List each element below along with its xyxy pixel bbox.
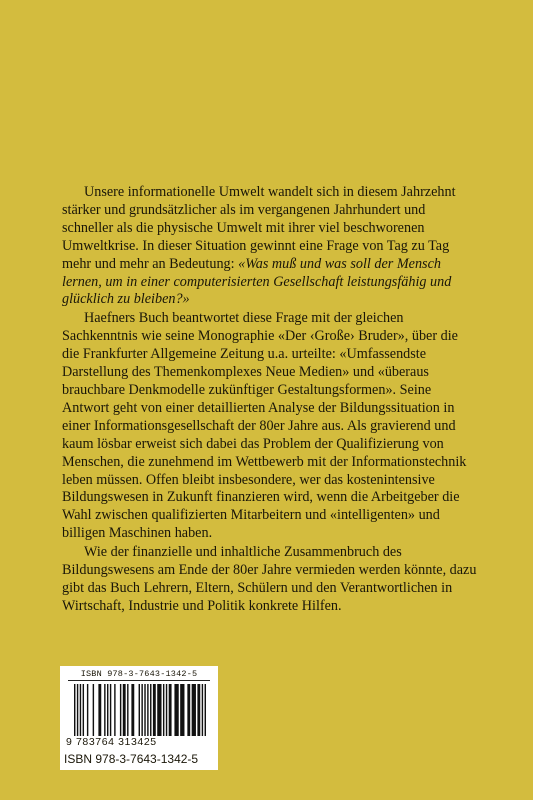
barcode-bar bbox=[87, 684, 88, 736]
barcode-bar bbox=[123, 684, 126, 736]
barcode-bar bbox=[169, 684, 172, 736]
barcode-bar bbox=[104, 684, 105, 736]
barcode-bar bbox=[174, 684, 178, 736]
barcode-bar bbox=[114, 684, 115, 736]
barcode-digits: 9 783764 313425 bbox=[66, 736, 157, 748]
barcode-bar bbox=[163, 684, 164, 736]
blurb-paragraph-2-text: Haefners Buch beantwortet diese Frage mit der gleichen Sachkenntnis wie seine Monographie «Der ‹Große› Bruder», über die die Frankfurter Allgemeine Zeitung u.a. urteilte: «Umfassendste Darstellung des Themenkomplexes Neue Medien» und «überaus brauchbare Denkmodelle zukünftiger Gestaltungsformen». Seine Antwort geht von einer detaillierten Analyse der Bildungssituation in einer Informationsgesellschaft der 80er Jahre aus. Als gravierend und kaum lösbar erweist sich dabei das Problem der Qualifizierung von Menschen, die zunehmend im Wettbewerb mit der Informationstechnik leben müssen. Offen bleibt insbesondere, wer das kostenintensive Bildungswesen in Zukunft finanzieren wird, wenn die Arbeitgeber die Wahl zwischen qualifizierten Mitarbeitern und «intelligenten» und billigen Maschinen haben. bbox=[62, 310, 467, 542]
barcode-bar bbox=[166, 684, 167, 736]
barcode-bar bbox=[202, 684, 203, 736]
barcode-bar bbox=[205, 684, 206, 736]
barcode-bar bbox=[153, 684, 156, 736]
blurb-paragraph-1-question: «Was muß und was soll der Mensch lernen, um in einer computerisierten Gesellschaft leistungsfähig und glücklich zu bleiben?» bbox=[62, 255, 452, 308]
barcode-bar bbox=[139, 684, 140, 736]
barcode-bar bbox=[131, 684, 134, 736]
barcode-bar bbox=[147, 684, 148, 736]
isbn-barcode bbox=[60, 666, 218, 770]
blurb-paragraph-1 bbox=[62, 184, 477, 309]
barcode-bar bbox=[192, 684, 196, 736]
barcode-bar bbox=[120, 684, 121, 736]
barcode-bar bbox=[107, 684, 108, 736]
barcode-bar bbox=[93, 684, 94, 736]
barcode-bar bbox=[77, 684, 78, 736]
barcode-bars bbox=[74, 684, 206, 736]
barcode-bar bbox=[74, 684, 75, 736]
barcode-bar bbox=[110, 684, 111, 736]
barcode-bar bbox=[83, 684, 84, 736]
isbn-top-label: ISBN 978-3-7643-1342-5 bbox=[80, 669, 198, 679]
barcode-bar bbox=[187, 684, 190, 736]
blurb-text bbox=[62, 184, 477, 616]
blurb-paragraph-2 bbox=[62, 310, 477, 543]
barcode-bar bbox=[197, 684, 200, 736]
barcode-bar bbox=[98, 684, 101, 736]
barcode-bar bbox=[180, 684, 184, 736]
blurb-paragraph-3-text: Wie der finanzielle und inhaltliche Zusammenbruch des Bildungswesens am Ende der 80er Jahre vermieden werden könnte, dazu gibt das Buch Lehrern, Eltern, Schülern und den Verantwortlichen in Wirtschaft, Industrie und Politik konkrete Hilfen. bbox=[62, 544, 477, 614]
blurb-paragraph-3 bbox=[62, 544, 477, 616]
barcode-bar bbox=[144, 684, 145, 736]
isbn-bottom-label: ISBN 978-3-7643-1342-5 bbox=[64, 752, 199, 766]
isbn-top-divider bbox=[68, 680, 210, 681]
barcode-bar bbox=[141, 684, 142, 736]
blurb-paragraph-1-text: Unsere informationelle Umwelt wandelt sich in diesem Jahrzehnt stärker und grundsätzlicher als im vergangenen Jahrhundert und schneller als die physische Umwelt mit ihrer viel beschworenen Umweltkrise. In dieser Situation gewinnt eine Frage von Tag zu Tag mehr und mehr an Bedeutung: bbox=[62, 184, 456, 272]
barcode-bar bbox=[80, 684, 81, 736]
barcode-bar bbox=[127, 684, 128, 736]
barcode-bar bbox=[150, 684, 151, 736]
barcode-bar bbox=[157, 684, 161, 736]
